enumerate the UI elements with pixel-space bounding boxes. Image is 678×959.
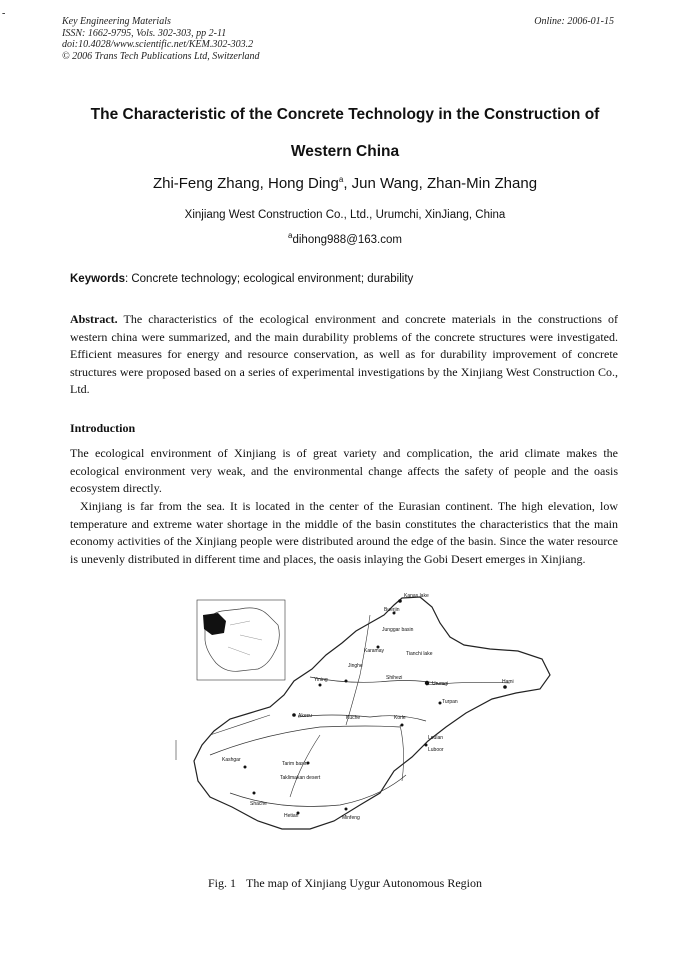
label-kuche: Kuche: [346, 715, 361, 721]
label-minfeng: Minfeng: [342, 815, 360, 821]
authors-part-1: Zhi-Feng Zhang, Hong Ding: [152, 175, 339, 192]
affiliation: Xinjiang West Construction Co., Ltd., Urumchi, XinJiang, China: [184, 209, 506, 221]
doi: doi:10.4028/www.scientific.net/KEM.302-303.2: [62, 39, 254, 50]
label-korle: Korle: [394, 715, 406, 721]
paper-title: [60, 96, 630, 170]
label-taklimakan: Taklimakan desert: [280, 775, 321, 781]
label-karamay: Karamay: [364, 648, 385, 654]
author-sup: a: [338, 175, 344, 184]
keywords-text: : Concrete technology; ecological environment; durability: [124, 273, 414, 285]
label-yining: Yining: [314, 677, 328, 683]
label-hetian: Hetian: [284, 813, 299, 819]
authors-part-2: , Jun Wang, Zhan-Min Zhang: [343, 175, 538, 192]
journal-name: Key Engineering Materials: [62, 16, 171, 27]
title-line-2: Western China: [290, 143, 400, 160]
online-date: Online: 2006-01-15: [534, 16, 614, 27]
copyright: © 2006 Trans Tech Publications Ltd, Switzerland: [62, 50, 260, 62]
caption-text: The map of Xinjiang Uygur Autonomous Region: [246, 876, 482, 890]
label-turpan: Turpan: [442, 699, 458, 705]
email-text[interactable]: dihong988@163.com: [292, 234, 402, 246]
authors: [60, 175, 630, 192]
keywords-label: Keywords: [70, 273, 125, 285]
email-sup: a: [288, 231, 293, 241]
abstract-label: Abstract.: [70, 312, 118, 326]
inset-china-map: [197, 600, 285, 680]
journal-header: [62, 16, 260, 62]
xinjiang-map: [170, 585, 560, 860]
label-jinghe: Jinghe: [348, 663, 363, 669]
figure-map: [170, 585, 560, 860]
label-tarim: Tarim basin: [282, 761, 308, 767]
email: [60, 231, 630, 246]
label-urumqi: Urumqi: [432, 681, 449, 687]
label-buerjin: Buerjin: [384, 607, 400, 613]
abstract-text: The characteristics of the ecological environment and concrete materials in the constructions of western china were summarized, and the main durability problems of the concrete structures were investigated. Efficient measures for energy and resource conservation, as well as for durability improvement of concrete structures were proposed based on a series of experimental investigations by the Xinjiang West Construction Co., Ltd.: [70, 312, 618, 397]
label-loulan: Loulan: [428, 735, 444, 741]
label-shihezi: Shihezi: [386, 675, 403, 681]
intro-paragraph-1: The ecological environment of Xinjiang is of great variety and complication, the arid climate makes the ecological environment very weak, and the environmental change affects the safety of people and the oasis ecosystem directly.: [70, 446, 618, 496]
label-luboor: Luboor: [428, 747, 444, 753]
label-junggar: Junggar basin: [382, 627, 414, 633]
keywords: [70, 273, 620, 285]
label-shache: Shache: [250, 801, 267, 807]
label-hami: Hami: [502, 679, 514, 685]
label-kashgar: Kashgar: [222, 757, 241, 763]
label-akesu: Akesu: [298, 713, 312, 719]
issn: ISSN: 1662-9795, Vols. 302-303, pp 2-11: [62, 27, 227, 39]
intro-paragraph-2: Xinjiang is far from the sea. It is located in the center of the Eurasian continent. The high elevation, low temperature and extreme water shortage in the middle of the basin constitutes the characteristics that the main economy activities of the Xinjiang people were distributed around the edge of the basin. Since the water resource is unevenly distributed in different time and places, the oasis inlaying the Gobi Desert emerges in Xinjiang.: [70, 499, 618, 566]
figure-caption: [60, 876, 630, 891]
introduction-heading: Introduction: [70, 421, 136, 435]
abstract: [70, 311, 618, 399]
title-line-1: The Characteristic of the Concrete Technology in the Construction of: [90, 106, 600, 123]
label-kanas: Kanas lake: [404, 593, 429, 599]
caption-number: Fig. 1: [208, 876, 237, 890]
label-tianchi: Tianchi lake: [406, 651, 433, 657]
paper-page: - Key Engineering Materials ISSN: 1662-9795, Vols. 302-303, pp 2-11 doi:10.4028/www.scientific.net/KEM.302-303.2 © 2006 Trans Tech Publications Ltd, Switzerland Online: 2006-01-15 The Characteristic of the Concrete Technology in the Construction of Western China Zhi-Feng Zhang, Hong Ding$^a$, Jun Wang, Zhan-Min Zhang Xinjiang West Construction Co., Ltd., Urumchi, XinJiang, China $^a$dihong988@163.com Keywords: Concrete technology; ecological environment; durability Abstract. The characteristics of the ecological environment and concrete materials in the constructions of western china were summarized, and the main durability problems of the concrete structures were investigated. Efficient measures for energy and resource conservation, as well as for durability improvement of concrete structures were proposed based on a series of experimental investigations by the Xinjiang West Construction Co., Ltd. Introduction The ecological environment of Xinjiang is of great variety and complication, the arid climate makes the ecological environment very weak, and the environmental change affects the safety of people and the oasis ecosystem directly. Xinjiang is far from the sea. It is located in the center of the Eurasian continent. The high elevation, low temperature and extreme water shortage in the middle of the basin constitutes the characteristics that the main economy activities of the Xinjiang people were distributed around the edge of the basin. Since the water resource is unevenly distributed in different time and places, the oasis inlaying the Gobi Desert emerges in Xinjiang. Kanas lake Buerjin Junggar basin Karamay Tianchi lake Jinghe Shihezi Yining Urumqi Hami Turpan Akesu Kuche Korle Loulan Luboor Kashgar Tarim basin Taklimakan desert Shache Hetian Minfeng Fig. 1 The map of Xinjiang Uygur Autonomous Region: [0, 0, 678, 959]
xinjiang-outline: [194, 597, 550, 829]
